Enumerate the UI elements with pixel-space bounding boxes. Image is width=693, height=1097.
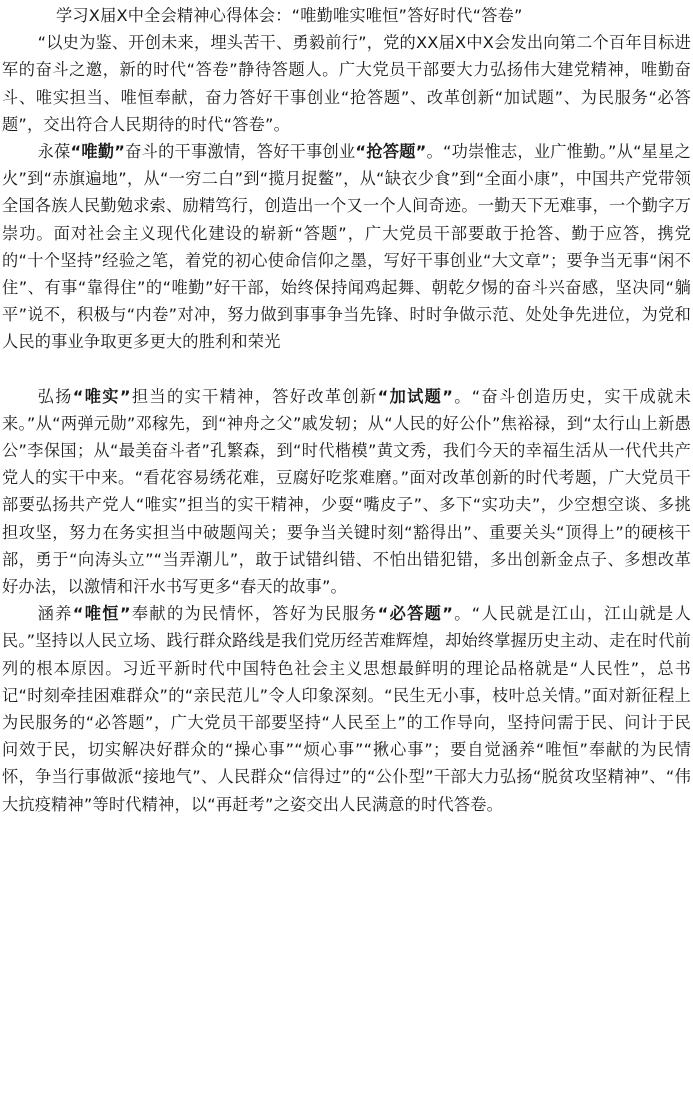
bold-keyword: “唯实” [72,386,131,406]
paragraph-pragmatism [2,383,691,601]
paragraph-text: “以史为鉴、开创未来，埋头苦干、勇毅前行”，党的XX届X中X会发出向第二个百年目标进军的奋斗之邀，新的时代“答卷”静待答题人。广大党员干部要大力弘扬伟大建党精神，唯勤奋斗、唯实担当、唯恒奉献，奋力答好干事创业“抢答题”、改革创新“加试题”、为民服务“必答题”，交出符合人民期待的时代“答卷”。 [2,33,691,134]
paragraph-text: 担当的实干精神，答好改革创新 [130,386,378,406]
paragraph-text: 涵养 [37,604,73,624]
paragraph-text: 。“人民就是江山，江山就是人民。”坚持以人民立场、践行群众路线是我们党历经苦难辉煌，却始终掌握历史主动、走在时代前列的根本原因。习近平新时代中国特色社会主义思想最鲜明的理论品格就是“人民性”，总书记“时刻牵挂困难群众”的“亲民范儿”令人印象深刻。“民生无小事，枝叶总关情。”面对新征程上为民服务的“必答题”，广大党员干部要坚持“人民至上”的工作导向，坚持问需于民、问计于民问效于民，切实解决好群众的“操心事”“烦心事”“揪心事”；要自觉涵养“唯恒”奉献的为民情怀，争当行事做派“接地气”、人民群众“信得过”的“公仆型”干部大力弘扬“脱贫攻坚精神”、“伟大抗疫精神”等时代精神，以“再赶考”之姿交出人民满意的时代答卷。 [2,604,691,814]
document-title: 学习X届X中全会精神心得体会：“唯勤唯实唯恒”答好时代“答卷” [56,6,523,25]
paragraph-text: 奉献的为民情怀，答好为民服务 [130,604,378,624]
bold-keyword: “唯勤” [70,142,126,162]
paragraph-perseverance [2,600,691,818]
paragraph-intro [2,29,691,138]
paragraph-text: 弘扬 [37,386,73,406]
bold-keyword: “抢答题” [355,142,427,162]
bold-keyword: “必答题” [377,604,454,624]
paragraph-text: 奋斗的干事激情，答好干事创业 [125,142,356,162]
bold-keyword: “加试题” [377,386,454,406]
paragraph-text: 永葆 [37,142,71,162]
paragraph-text: 。“功崇惟志，业广惟勤。”从“星星之火”到“赤旗遍地”，从“一穷二白”到“揽月捉鳖”，从“缺衣少食”到“全面小康”，中国共产党带领全国各族人民勤勉求索、励精笃行，创造出一个又一个人间奇迹。一勤天下无难事，一个勤字万崇功。面对社会主义现代化建设的崭新“答题”，广大党员干部要敢于抢答、勤于应答，携党的“十个坚持”经验之笔，着党的初心使命信仰之墨，写好干事创业“大文章”；要争当无事“闲不住”、有事“靠得住”的“唯勤”好干部，始终保持闻鸡起舞、朝乾夕惕的奋斗兴奋感，坚决同“躺平”说不，积极与“内卷”对冲，努力做到事事争当先锋、时时争做示范、处处争先进位，为党和人民的事业争取更多更大的胜利和荣光 [2,142,691,352]
paragraph-diligence [2,138,691,356]
bold-keyword: “唯恒” [72,604,131,624]
paragraph-text: 。“奋斗创造历史，实干成就未来。”从“两弹元勋”邓稼先，到“神舟之父”戚发轫；从“人民的好公仆”焦裕禄，到“太行山上新愚公”李保国；从“最美奋斗者”孔繁森，到“时代楷模”黄文秀，我们今天的幸福生活从一代代共产党人的实干中来。“看花容易绣花难，豆腐好吃浆难磨。”面对改革创新的时代考题，广大党员干部要弘扬共产党人“唯实”担当的实干精神，少耍“嘴皮子”、多下“实功夫”，少空想空谈、多挑担攻坚，努力在务实担当中破题闯关；要争当关键时刻“豁得出”、重要关头“顶得上”的硬核干部，勇于“向涛头立”“当弄潮儿”，敢于试错纠错、不怕出错犯错，多出创新金点子、多想改革好办法，以激情和汗水书写更多“春天的故事”。 [2,386,691,597]
